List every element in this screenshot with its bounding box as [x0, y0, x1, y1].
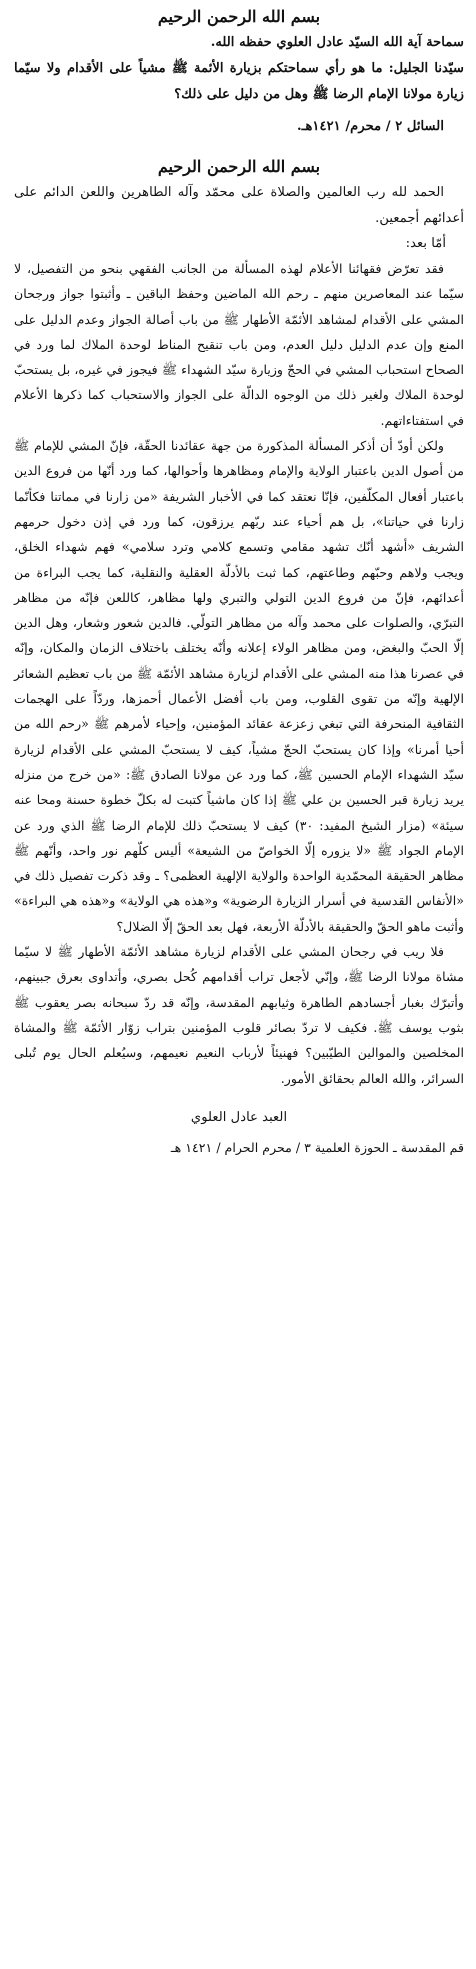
addressee: سماحة آية الله السيّد عادل العلوي حفظه الله.: [210, 35, 464, 50]
answer-paragraph-1: فقد تعرّض فقهائنا الأعلام لهذه المسألة من الجانب الفقهي بنحو من التفصيل، لا سيّما عند المعاصرين منهم ـ رحم الله الماضين وحفظ الباقين ـ وأثبتوا جواز ورجحان المشي على الأقدام لمشاهد الأئمّة الأطهار ﷺ من باب أصالة الجواز وعدم الدليل على المنع وإن عدم الدليل دليل العدم، ومن باب تنقيح المناط لوحدة الملاك لما ورد في الصحاح استحباب المشي في الحجّ وزيارة سيّد الشهداء ﷺ فيجوز في غيره، بل يستحبّ لوحدة الملاك ولغير ذلك من الوجوه الدالّة على الجواز والاستحباب كما ذكرها الأعلام في استفتاءاتهم.: [14, 261, 464, 428]
question-text: سيّدنا الجليل: ما هو رأي سماحتكم بزيارة الأئمة ﷺ مشياً على الأقدام ولا سيّما زيارة مولانا الإمام الرضا ﷺ وهل من دليل على ذلك؟: [14, 61, 464, 102]
section-spacer: [14, 140, 464, 154]
answer-paragraph-2: ولكن أودّ أن أذكر المسألة المذكورة من جهة عقائدنا الحقّة، فإنّ المشي للإمام ﷺ من أصول الدين باعتبار الولاية والإمام ومظاهرها وأحوالها، كما ورد أنّها من فروع الدين باعتبار أفعال المكلّفين، فإنّا نعتقد كما في الأخبار الشريفة «من زارنا في مماتنا فكأنّما زارنا في حياتنا»، بل هم أحياء عند ربّهم يرزقون، كما ورد في إذن دخول حرمهم الشريف «أشهد أنّك تشهد مقامي وتسمع كلامي وترد سلامي» فهم شهداء الخلق، ويجب ولاهم وحبّهم وطاعتهم، كما ثبت بالأدلّة العقلية والنقلية، كما يجب البراءة من أعدائهم، فإنّ من فروع الدين التولي والتبري ولها مظاهر، كاللعن فإنّه من مظاهر التبرّي، والصلوات على محمد وآله من مظاهر التولّي. فالدين شعور وشعار، وهل الدين إلّا الحبّ والبغض، ومن مظاهر الولاء إعلانه وأنّه يختلف باختلاف الزمان والمكان، وإنّه في عصرنا هذا منه المشي على الأقدام لزيارة مشاهد الأئمّة ﷺ من باب تعظيم الشعائر الإلهية وإنّه من تقوى القلوب، ومن باب أفضل الأعمال أحمزها، وردّاً على الهجمات الثقافية المنحرفة التي تبغي زعزعة عقائد المؤمنين، وإحياء لأمرهم ﷺ «رحم الله من أحيا أمرنا» وإذا كان يستحبّ الحجّ مشياً، كيف لا يستحبّ المشي على الأقدام لزيارة سيّد الشهداء الإمام الحسين ﷺ، كما ورد عن مولانا الصادق ﷺ: «من خرج من منزله يريد زيارة قبر الحسين بن علي ﷺ إذا كان ماشياً كتبت له بكلّ خطوة حسنة ومحا عنه سيئة» (مزار الشيخ المفيد: ٣٠) كيف لا يستحبّ ذلك للإمام الرضا ﷺ الذي ورد عن الإمام الجواد ﷺ «لا يزوره إلّا الخواصّ من الشيعة» أليس كلّهم نور واحد، وأنّهم ﷺ مظاهر الحقيقة المحمّدية الواحدة والولاية الإلهية العظمى؟ ـ وقد ذكرت تفصيل ذلك في «الأنفاس القدسية في أسرار الزيارة الرضوية» و«هذه هي الولاية» و«هذه هي البراءة» وأثبت ماهو الحقّ والحقيقة بالأدلّة الأربعة، فهل بعد الحقّ إلّا الضلال؟: [14, 438, 464, 934]
answer-basmala: بسم الله الرحمن الرحيم: [157, 157, 321, 176]
amma-bad: أمّا بعد:: [405, 236, 446, 251]
answer-paragraph-3: فلا ريب في رجحان المشي على الأقدام لزيارة مشاهد الأئمّة الأطهار ﷺ لا سيّما مشاة مولانا الرضا ﷺ، وإنّي لأجعل تراب أقدامهم كُحل بصري، وأتداوى بعرق جبينهم، وأتبرّك بغبار أجسادهم الطاهرة وثيابهم المقدسة، وإنّه قد ردّ سبحانه بصر يعقوب ﷺ بثوب يوسف ﷺ. فكيف لا تردّ بصائر قلوب المؤمنين بتراب زوّار الأئمّة ﷺ والمشاة المخلصين والموالين الطيّبين؟ فهنيئاً لأرباب النعيم نعيمهم، وسيُعلم الحال يوم تُبلى السرائر، والله العالم بحقائق الأمور.: [14, 944, 464, 1086]
praise-text: الحمد لله رب العالمين والصلاة على محمّد وآله الطاهرين واللعن الدائم على أعدائهم أجمعين.: [14, 185, 464, 226]
question-section: [14, 4, 464, 140]
answer-section: [14, 154, 464, 1159]
signature: العبد عادل العلوي: [190, 1109, 288, 1125]
question-basmala: بسم الله الرحمن الرحيم: [157, 7, 321, 26]
asker-date: السائل ٢ / محرم/ ١٤٢١هـ.: [296, 119, 444, 134]
footer-date-place: قم المقدسة ـ الحوزة العلمية ٣ / محرم الحرام / ١٤٢١ هـ: [170, 1139, 464, 1155]
